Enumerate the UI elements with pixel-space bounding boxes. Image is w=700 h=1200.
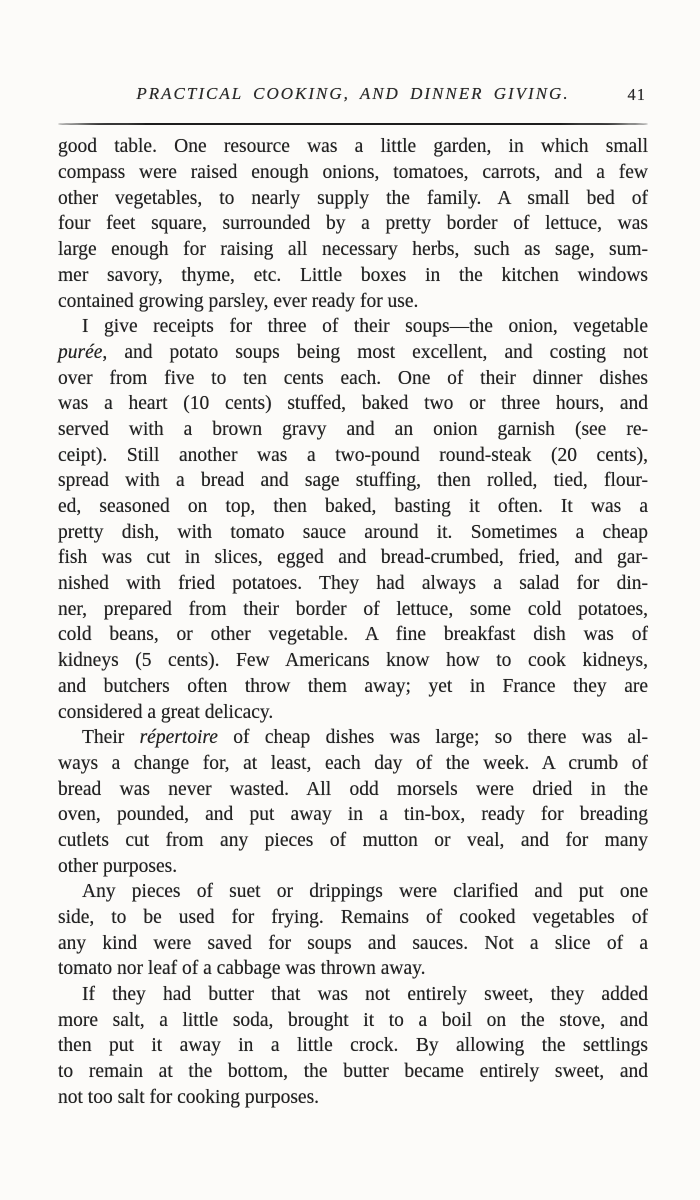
text-line: tomato nor leaf of a cabbage was thrown away.	[58, 958, 426, 980]
text-line: cutlets cut from any pieces of mutton or veal, and for many	[58, 829, 648, 851]
text-line: fish was cut in slices, egged and bread-crumbed, fried, and gar-	[58, 547, 648, 569]
paragraph	[58, 314, 648, 725]
text-line: side, to be used for frying. Remains of cooked vegetables of	[58, 907, 648, 929]
paragraph	[58, 134, 648, 314]
text-line: ner, prepared from their border of lettuce, some cold potatoes,	[58, 598, 648, 620]
text-line: Their répertoire of cheap dishes was large; so there was al-	[82, 727, 648, 749]
text-line: Any pieces of suet or drippings were clarified and put one	[82, 881, 648, 903]
text-line: was a heart (10 cents) stuffed, baked two or three hours, and	[58, 393, 648, 415]
running-head	[58, 84, 648, 108]
page-body	[58, 134, 648, 1110]
text-line: more salt, a little soda, brought it to a boil on the stove, and	[58, 1009, 648, 1031]
text-line: kidneys (5 cents). Few Americans know how to cook kidneys,	[58, 650, 648, 672]
page-number: 41	[627, 85, 646, 104]
paragraph	[58, 879, 648, 982]
text-line: any kind were saved for soups and sauces. Not a slice of a	[58, 932, 648, 954]
text-line: pretty dish, with tomato sauce around it. Sometimes a cheap	[58, 521, 648, 543]
page	[58, 0, 648, 1111]
text-line: large enough for raising all necessary herbs, such as sage, sum-	[58, 239, 648, 261]
text-line: mer savory, thyme, etc. Little boxes in the kitchen windows	[58, 264, 648, 286]
text-line: ceipt). Still another was a two-pound round-steak (20 cents),	[58, 444, 648, 466]
text-line: cold beans, or other vegetable. A fine breakfast dish was of	[58, 624, 648, 646]
text-line: If they had butter that was not entirely sweet, they added	[82, 984, 648, 1006]
text-line: four feet square, surrounded by a pretty border of lettuce, was	[58, 213, 648, 235]
divider-rule	[58, 123, 648, 125]
paragraph	[58, 725, 648, 879]
text-line: spread with a bread and sage stuffing, then rolled, tied, flour-	[58, 470, 648, 492]
text-line: ways a change for, at least, each day of the week. A crumb of	[58, 752, 648, 774]
text-line: bread was never wasted. All odd morsels were dried in the	[58, 778, 648, 800]
paragraph	[58, 982, 648, 1110]
text-line: compass were raised enough onions, tomatoes, carrots, and a few	[58, 162, 648, 184]
text-line: considered a great delicacy.	[58, 701, 274, 723]
text-line: then put it away in a little crock. By allowing the settlings	[58, 1035, 648, 1057]
text-line: contained growing parsley, ever ready for use.	[58, 290, 419, 312]
text-line: nished with fried potatoes. They had always a salad for din-	[58, 573, 648, 595]
text-line: I give receipts for three of their soups—the onion, vegetable	[82, 316, 648, 338]
text-line: served with a brown gravy and an onion garnish (see re-	[58, 418, 648, 440]
text-line: oven, pounded, and put away in a tin-box, ready for breading	[58, 804, 648, 826]
text-line: other vegetables, to nearly supply the family. A small bed of	[58, 187, 648, 209]
running-head-title: PRACTICAL COOKING, AND DINNER GIVING.	[136, 84, 570, 103]
text-line: purée, and potato soups being most excellent, and costing not	[58, 341, 648, 363]
text-line: other purposes.	[58, 855, 178, 877]
text-line: ed, seasoned on top, then baked, basting it often. It was a	[58, 496, 648, 518]
text-line: and butchers often throw them away; yet in France they are	[58, 675, 648, 697]
text-line: to remain at the bottom, the butter became entirely sweet, and	[58, 1061, 648, 1083]
text-line: over from five to ten cents each. One of their dinner dishes	[58, 367, 648, 389]
text-line: good table. One resource was a little garden, in which small	[58, 136, 648, 158]
text-line: not too salt for cooking purposes.	[58, 1086, 320, 1108]
